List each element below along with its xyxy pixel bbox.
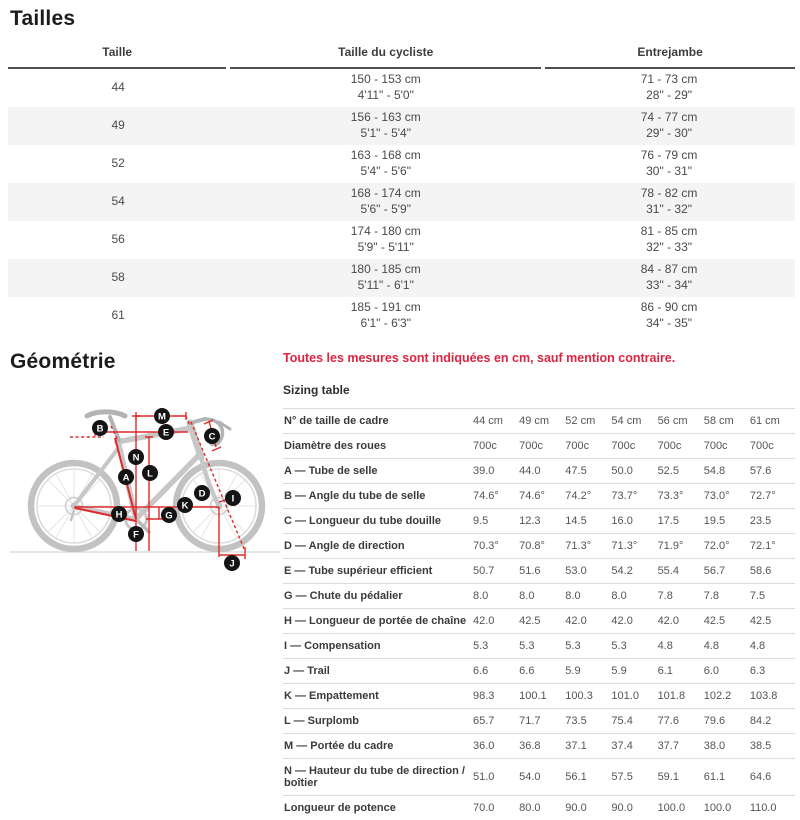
inseam-cm: 78 - 82 cm: [543, 186, 795, 202]
geometry-value: 73.3°: [657, 484, 703, 509]
rider-height-cm: 180 - 185 cm: [228, 262, 543, 278]
geometry-value: 700c: [703, 434, 749, 459]
geometry-value: 103.8: [749, 684, 795, 709]
geometry-value: 5.3: [472, 634, 518, 659]
geometry-row-label: C — Longueur du tube douille: [283, 509, 472, 534]
inseam-cm: 86 - 90 cm: [543, 300, 795, 316]
geometry-value: 12.3: [518, 509, 564, 534]
rider-height-cm: 168 - 174 cm: [228, 186, 543, 202]
geometry-value: 700c: [472, 434, 518, 459]
geometry-value: 56.7: [703, 559, 749, 584]
geometry-value: 54.0: [518, 759, 564, 796]
geometry-value: 64.6: [749, 759, 795, 796]
geometry-value: 77.6: [657, 709, 703, 734]
geometry-row-label: Longueur de potence: [283, 796, 472, 820]
geometry-value: 90.0: [610, 796, 656, 820]
geometry-value: 19.5: [703, 509, 749, 534]
size-table-row: [8, 68, 795, 107]
geometry-value: 700c: [610, 434, 656, 459]
geometry-value: 71.3°: [610, 534, 656, 559]
inseam-imperial: 34" - 35": [543, 316, 795, 332]
geometry-value: 16.0: [610, 509, 656, 534]
rider-height-imperial: 5'9" - 5'11": [228, 240, 543, 256]
geometry-value: 71.7: [518, 709, 564, 734]
geometry-value: 74.6°: [472, 484, 518, 509]
geometry-value: 72.0°: [703, 534, 749, 559]
geometry-row-label: G — Chute du pédalier: [283, 584, 472, 609]
frame-size-cell: [8, 297, 228, 335]
geometry-table-row: [283, 634, 795, 659]
geometry-value: 102.2: [703, 684, 749, 709]
geometry-value: 53.0: [564, 559, 610, 584]
badge-g: [161, 507, 177, 523]
frame-size-value: 49: [8, 118, 228, 134]
frame-size-value: 44: [8, 80, 228, 96]
geometry-value: 6.6: [472, 659, 518, 684]
geometry-value: 100.0: [657, 796, 703, 820]
geometry-value: 4.8: [657, 634, 703, 659]
geometry-table-row: [283, 734, 795, 759]
rider-height-imperial: 4'11" - 5'0": [228, 88, 543, 104]
geometry-size-header: 49 cm: [518, 409, 564, 434]
sizes-section: [0, 0, 800, 335]
geometry-value: 42.5: [703, 609, 749, 634]
geometry-value: 5.3: [610, 634, 656, 659]
badge-n: [128, 449, 144, 465]
geometry-value: 100.0: [703, 796, 749, 820]
geometry-value: 14.5: [564, 509, 610, 534]
frame-size-value: 54: [8, 194, 228, 210]
geometry-value: 84.2: [749, 709, 795, 734]
geometry-table-row: [283, 709, 795, 734]
geometry-value: 71.9°: [657, 534, 703, 559]
frame-size-cell: [8, 107, 228, 145]
geometry-row-label: D — Angle de direction: [283, 534, 472, 559]
geometry-value: 101.0: [610, 684, 656, 709]
geometry-value: 6.6: [518, 659, 564, 684]
geometry-value: 73.0°: [703, 484, 749, 509]
geometry-row-label: K — Empattement: [283, 684, 472, 709]
geometry-value: 72.7°: [749, 484, 795, 509]
sizes-table: [8, 40, 795, 335]
geometry-value: 42.0: [610, 609, 656, 634]
rider-height-imperial: 5'4" - 5'6": [228, 164, 543, 180]
geometry-table-row: [283, 759, 795, 796]
geometry-value: 72.1°: [749, 534, 795, 559]
svg-text:J: J: [229, 559, 234, 570]
frame-size-value: 58: [8, 270, 228, 286]
geometry-value: 36.8: [518, 734, 564, 759]
rider-height-cm: 156 - 163 cm: [228, 110, 543, 126]
geometry-value: 38.5: [749, 734, 795, 759]
geometry-table-row: [283, 684, 795, 709]
geometry-value: 700c: [518, 434, 564, 459]
geometry-value: 51.6: [518, 559, 564, 584]
svg-text:F: F: [133, 530, 139, 541]
rider-height-cm: 185 - 191 cm: [228, 300, 543, 316]
geometry-value: 100.1: [518, 684, 564, 709]
sizes-table-body: [8, 68, 795, 335]
badge-m: [154, 408, 170, 424]
geometry-table-row: [283, 534, 795, 559]
geometry-value: 5.9: [610, 659, 656, 684]
svg-text:H: H: [116, 510, 123, 521]
sizes-header-frame: Taille: [8, 40, 228, 68]
geometry-header-label: N° de taille de cadre: [283, 409, 472, 434]
size-table-row: [8, 297, 795, 335]
geometry-value: 42.0: [472, 609, 518, 634]
geometry-value: 54.8: [703, 459, 749, 484]
badge-f: [128, 526, 144, 542]
geometry-value: 74.2°: [564, 484, 610, 509]
svg-text:N: N: [133, 453, 140, 464]
geometry-table-row: [283, 559, 795, 584]
rider-height-cell: [228, 107, 543, 145]
inseam-cell: [543, 221, 795, 259]
inseam-cm: 74 - 77 cm: [543, 110, 795, 126]
geometry-row-label: Diamètre des roues: [283, 434, 472, 459]
geometry-value: 90.0: [564, 796, 610, 820]
inseam-cell: [543, 68, 795, 107]
geometry-value: 5.9: [564, 659, 610, 684]
geometry-value: 23.5: [749, 509, 795, 534]
geometry-value: 6.0: [703, 659, 749, 684]
geometry-value: 17.5: [657, 509, 703, 534]
geometry-value: 8.0: [518, 584, 564, 609]
inseam-cell: [543, 107, 795, 145]
geometry-value: 51.0: [472, 759, 518, 796]
geometry-table-row: [283, 434, 795, 459]
inseam-cm: 71 - 73 cm: [543, 72, 795, 88]
rider-height-imperial: 5'6" - 5'9": [228, 202, 543, 218]
geometry-value: 100.3: [564, 684, 610, 709]
geometry-value: 80.0: [518, 796, 564, 820]
frame-size-value: 52: [8, 156, 228, 172]
geometry-row-label: N — Hauteur du tube de direction / boîtier: [283, 759, 472, 796]
geometry-value: 37.1: [564, 734, 610, 759]
geometry-size-header: 54 cm: [610, 409, 656, 434]
geometry-row-label: J — Trail: [283, 659, 472, 684]
badge-e: [158, 424, 174, 440]
geometry-value: 71.3°: [564, 534, 610, 559]
geometry-value: 8.0: [472, 584, 518, 609]
frame-size-cell: [8, 145, 228, 183]
inseam-cm: 76 - 79 cm: [543, 148, 795, 164]
geometry-value: 9.5: [472, 509, 518, 534]
geometry-value: 56.1: [564, 759, 610, 796]
rider-height-imperial: 5'1" - 5'4": [228, 126, 543, 142]
inseam-imperial: 30" - 31": [543, 164, 795, 180]
geometry-value: 75.4: [610, 709, 656, 734]
svg-text:B: B: [97, 424, 104, 435]
inseam-cm: 84 - 87 cm: [543, 262, 795, 278]
geometry-row-label: I — Compensation: [283, 634, 472, 659]
geometry-table-title: Sizing table: [283, 383, 795, 397]
rider-height-cell: [228, 68, 543, 107]
rider-height-cm: 150 - 153 cm: [228, 72, 543, 88]
geometry-section: [0, 348, 800, 820]
geometry-value: 6.1: [657, 659, 703, 684]
geometry-value: 44.0: [518, 459, 564, 484]
inseam-cell: [543, 259, 795, 297]
svg-text:M: M: [158, 412, 166, 423]
geometry-value: 42.5: [749, 609, 795, 634]
geometry-size-header: 44 cm: [472, 409, 518, 434]
geometry-size-header: 58 cm: [703, 409, 749, 434]
rider-height-cell: [228, 183, 543, 221]
geometry-value: 58.6: [749, 559, 795, 584]
geometry-units-note: Toutes les mesures sont indiquées en cm, sauf mention contraire.: [283, 351, 795, 366]
badge-c: [204, 428, 220, 444]
rider-height-cm: 174 - 180 cm: [228, 224, 543, 240]
sizes-header-rider-height: Taille du cycliste: [228, 40, 543, 68]
geometry-value: 47.5: [564, 459, 610, 484]
geometry-value: 5.3: [564, 634, 610, 659]
geometry-value: 74.6°: [518, 484, 564, 509]
geometry-row-label: L — Surplomb: [283, 709, 472, 734]
geometry-right-column: [283, 348, 800, 820]
geometry-value: 700c: [564, 434, 610, 459]
geometry-value: 65.7: [472, 709, 518, 734]
inseam-cell: [543, 183, 795, 221]
geometry-value: 42.5: [518, 609, 564, 634]
geometry-value: 50.0: [610, 459, 656, 484]
geometry-table-row: [283, 609, 795, 634]
svg-text:E: E: [163, 428, 169, 439]
geometry-size-header: 61 cm: [749, 409, 795, 434]
geometry-value: 57.6: [749, 459, 795, 484]
geometry-table-rows: [283, 409, 795, 820]
svg-text:I: I: [232, 494, 235, 505]
geometry-value: 61.1: [703, 759, 749, 796]
geometry-value: 38.0: [703, 734, 749, 759]
rider-height-cell: [228, 221, 543, 259]
geometry-value: 700c: [749, 434, 795, 459]
geometry-value: 7.8: [703, 584, 749, 609]
geometry-value: 37.7: [657, 734, 703, 759]
geometry-value: 70.3°: [472, 534, 518, 559]
badge-k: [177, 497, 193, 513]
geometry-size-header: 52 cm: [564, 409, 610, 434]
geometry-table-row: [283, 509, 795, 534]
bike-geometry-diagram: [8, 389, 283, 581]
size-table-row: [8, 107, 795, 145]
badge-a: [118, 469, 134, 485]
geometry-value: 55.4: [657, 559, 703, 584]
geometry-table-row: [283, 484, 795, 509]
geometry-size-header: 56 cm: [657, 409, 703, 434]
geometry-value: 73.5: [564, 709, 610, 734]
size-table-row: [8, 259, 795, 297]
rider-height-imperial: 5'11" - 6'1": [228, 278, 543, 294]
badge-j: [224, 555, 240, 571]
geometry-value: 101.8: [657, 684, 703, 709]
badge-d: [194, 485, 210, 501]
geometry-value: 7.8: [657, 584, 703, 609]
inseam-cell: [543, 297, 795, 335]
badge-b: [92, 420, 108, 436]
geometry-value: 8.0: [564, 584, 610, 609]
geometry-section-title: Géométrie: [10, 350, 283, 374]
geometry-row-label: H — Longueur de portée de chaîne: [283, 609, 472, 634]
geometry-value: 37.4: [610, 734, 656, 759]
geometry-table-row: [283, 459, 795, 484]
size-table-row: [8, 145, 795, 183]
geometry-value: 70.0: [472, 796, 518, 820]
geometry-value: 57.5: [610, 759, 656, 796]
inseam-imperial: 32" - 33": [543, 240, 795, 256]
geometry-value: 79.6: [703, 709, 749, 734]
geometry-table: [283, 408, 795, 820]
geometry-value: 8.0: [610, 584, 656, 609]
inseam-imperial: 33" - 34": [543, 278, 795, 294]
geometry-value: 70.8°: [518, 534, 564, 559]
geometry-table-row: [283, 584, 795, 609]
geometry-value: 6.3: [749, 659, 795, 684]
svg-text:L: L: [147, 469, 153, 480]
geometry-value: 36.0: [472, 734, 518, 759]
inseam-imperial: 28" - 29": [543, 88, 795, 104]
frame-size-cell: [8, 259, 228, 297]
geometry-row-label: B — Angle du tube de selle: [283, 484, 472, 509]
svg-text:A: A: [123, 473, 130, 484]
rider-height-cm: 163 - 168 cm: [228, 148, 543, 164]
geometry-value: 4.8: [749, 634, 795, 659]
badge-l: [142, 465, 158, 481]
geometry-row-label: A — Tube de selle: [283, 459, 472, 484]
frame-size-value: 56: [8, 232, 228, 248]
inseam-cell: [543, 145, 795, 183]
inseam-imperial: 31" - 32": [543, 202, 795, 218]
sizes-header-inseam: Entrejambe: [543, 40, 795, 68]
geometry-value: 5.3: [518, 634, 564, 659]
sizes-header-row: [8, 40, 795, 68]
rider-height-cell: [228, 145, 543, 183]
inseam-cm: 81 - 85 cm: [543, 224, 795, 240]
svg-text:D: D: [199, 489, 206, 500]
geometry-value: 54.2: [610, 559, 656, 584]
geometry-value: 73.7°: [610, 484, 656, 509]
geometry-row-label: E — Tube supérieur efficient: [283, 559, 472, 584]
geometry-row-label: M — Portée du cadre: [283, 734, 472, 759]
rider-height-cell: [228, 297, 543, 335]
geometry-value: 42.0: [564, 609, 610, 634]
badge-h: [111, 506, 127, 522]
rider-height-imperial: 6'1" - 6'3": [228, 316, 543, 332]
svg-text:G: G: [165, 511, 172, 522]
inseam-imperial: 29" - 30": [543, 126, 795, 142]
geometry-value: 7.5: [749, 584, 795, 609]
sizes-table-head: [8, 40, 795, 68]
geometry-value: 52.5: [657, 459, 703, 484]
geometry-value: 4.8: [703, 634, 749, 659]
geometry-value: 700c: [657, 434, 703, 459]
rider-height-cell: [228, 259, 543, 297]
geometry-value: 50.7: [472, 559, 518, 584]
geometry-header-row: [283, 409, 795, 434]
size-table-row: [8, 183, 795, 221]
geometry-table-row: [283, 796, 795, 820]
geometry-value: 42.0: [657, 609, 703, 634]
frame-size-cell: [8, 68, 228, 107]
frame-size-cell: [8, 221, 228, 259]
badge-i: [225, 490, 241, 506]
size-table-row: [8, 221, 795, 259]
svg-text:C: C: [209, 432, 216, 443]
frame-size-value: 61: [8, 308, 228, 324]
frame-size-cell: [8, 183, 228, 221]
sizes-section-title: Tailles: [10, 7, 795, 31]
geometry-left-column: [0, 348, 283, 820]
geometry-value: 98.3: [472, 684, 518, 709]
geometry-value: 59.1: [657, 759, 703, 796]
geometry-value: 110.0: [749, 796, 795, 820]
svg-text:K: K: [182, 501, 189, 512]
geometry-value: 39.0: [472, 459, 518, 484]
geometry-table-row: [283, 659, 795, 684]
